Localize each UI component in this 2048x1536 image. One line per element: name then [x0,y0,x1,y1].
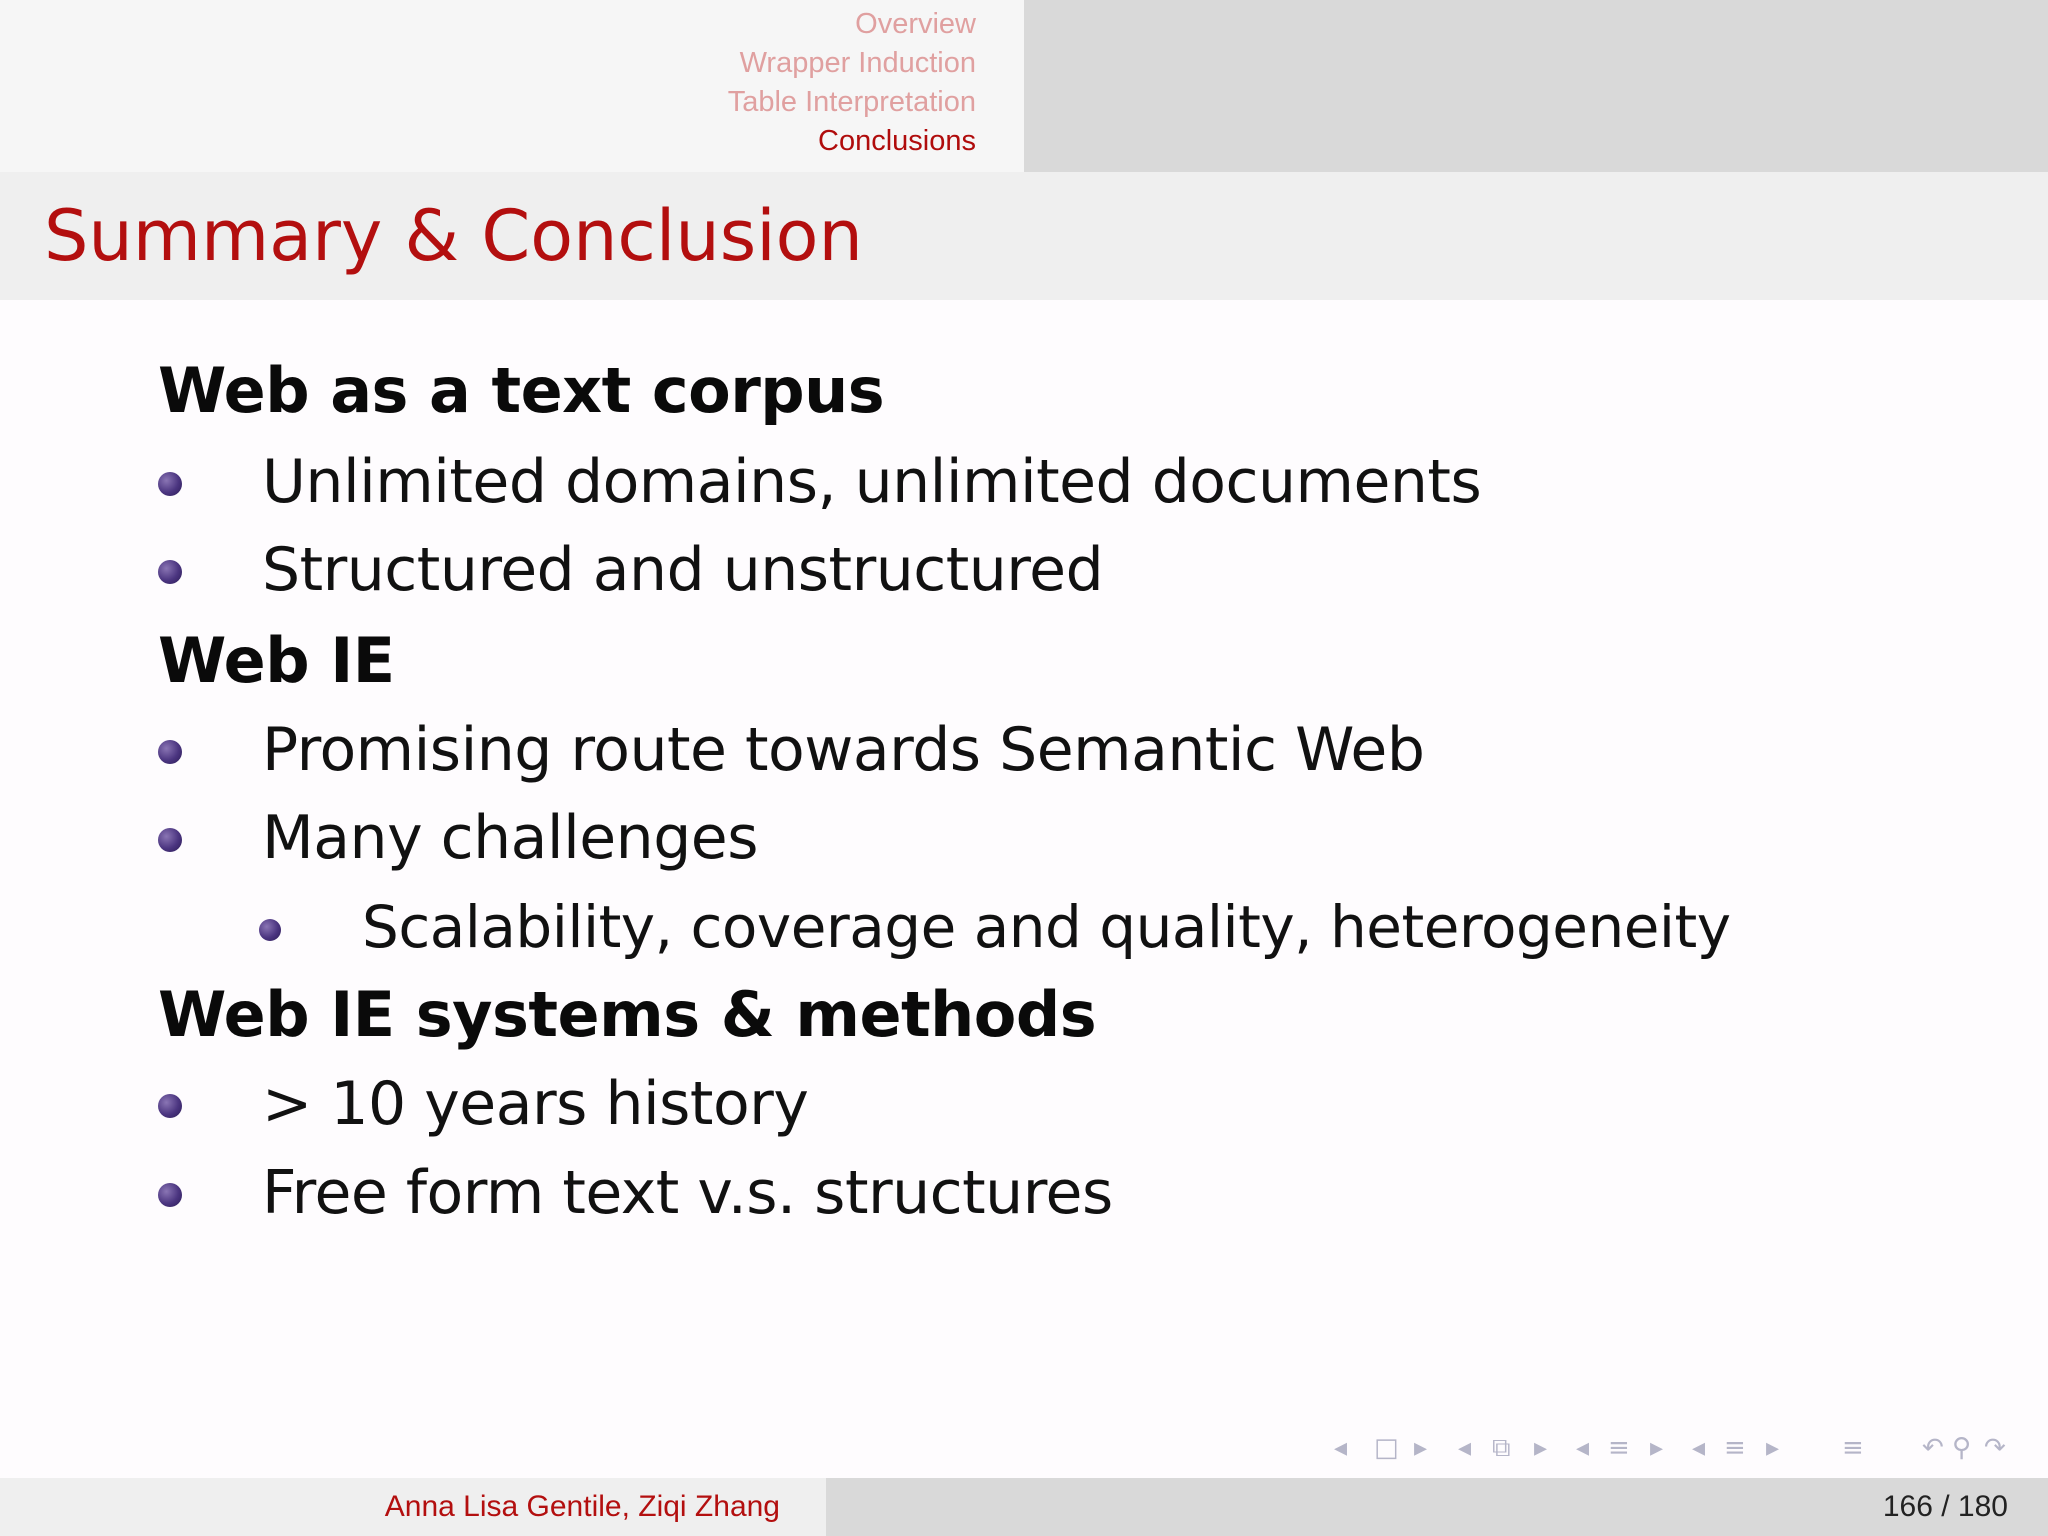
section-heading: Web IE [158,624,395,697]
section-heading: Web as a text corpus [158,354,885,427]
section-icon[interactable]: ≡ [1724,1433,1746,1463]
next-section-icon[interactable]: ▸ [1766,1433,1780,1463]
list-item-text: Structured and unstructured [262,535,1104,605]
list-item-text: Many challenges [262,803,758,873]
list-item [0,712,1700,788]
bullet-icon [158,560,182,584]
list-item-text: Promising route towards Semantic Web [262,715,1425,785]
forward-icon[interactable]: ↷ [1984,1433,2006,1463]
prev-section-icon[interactable]: ◂ [1692,1433,1706,1463]
header-right-panel [1024,0,2048,172]
footer-right-panel [826,1478,2048,1536]
list-item-text: > 10 years history [262,1069,809,1139]
next-subsection-icon[interactable]: ▸ [1650,1433,1664,1463]
appendix-icon[interactable]: ≡ [1842,1433,1864,1463]
list-item [0,532,1700,608]
bullet-icon [158,472,182,496]
nav-item-table-interpretation[interactable]: Table Interpretation [727,86,976,118]
slide-content [0,300,2048,1478]
footer-left-panel [0,1478,826,1536]
list-item-text: Unlimited domains, unlimited documents [262,447,1482,517]
bullet-icon [158,1183,182,1207]
subsection-icon[interactable]: ≡ [1608,1433,1630,1463]
prev-subsection-icon[interactable]: ◂ [1576,1433,1590,1463]
frame-icon[interactable]: ⧉ [1492,1433,1511,1463]
list-item [0,1155,1700,1231]
slide-title: Summary & Conclusion [44,195,863,277]
list-item [0,1066,1700,1142]
next-frame-icon[interactable]: ▸ [1534,1433,1548,1463]
bullet-icon [259,919,281,941]
slide-icon[interactable]: □ [1374,1433,1399,1463]
list-item-text: Scalability, coverage and quality, heterogeneity [362,893,1731,961]
back-icon[interactable]: ↶ [1922,1433,1944,1463]
footer [0,1478,2048,1536]
list-item [0,800,1700,876]
sub-list-item [0,889,1800,965]
bullet-icon [158,1094,182,1118]
nav-item-conclusions[interactable]: Conclusions [818,125,976,157]
bullet-icon [158,740,182,764]
header-navigation [0,0,2048,172]
title-bar [0,172,2048,300]
prev-slide-icon[interactable]: ◂ [1334,1433,1348,1463]
footer-authors: Anna Lisa Gentile, Ziqi Zhang [384,1490,780,1523]
search-icon[interactable]: ⚲ [1952,1433,1972,1463]
nav-item-overview[interactable]: Overview [855,8,976,40]
prev-frame-icon[interactable]: ◂ [1458,1433,1472,1463]
nav-item-wrapper-induction[interactable]: Wrapper Induction [739,47,976,79]
section-heading: Web IE systems & methods [158,978,1097,1051]
section-nav [728,5,976,161]
bullet-icon [158,828,182,852]
next-slide-icon[interactable]: ▸ [1414,1433,1428,1463]
list-item-text: Free form text v.s. structures [262,1158,1113,1228]
list-item [0,444,1700,520]
page-number: 166 / 180 [1882,1490,2008,1523]
